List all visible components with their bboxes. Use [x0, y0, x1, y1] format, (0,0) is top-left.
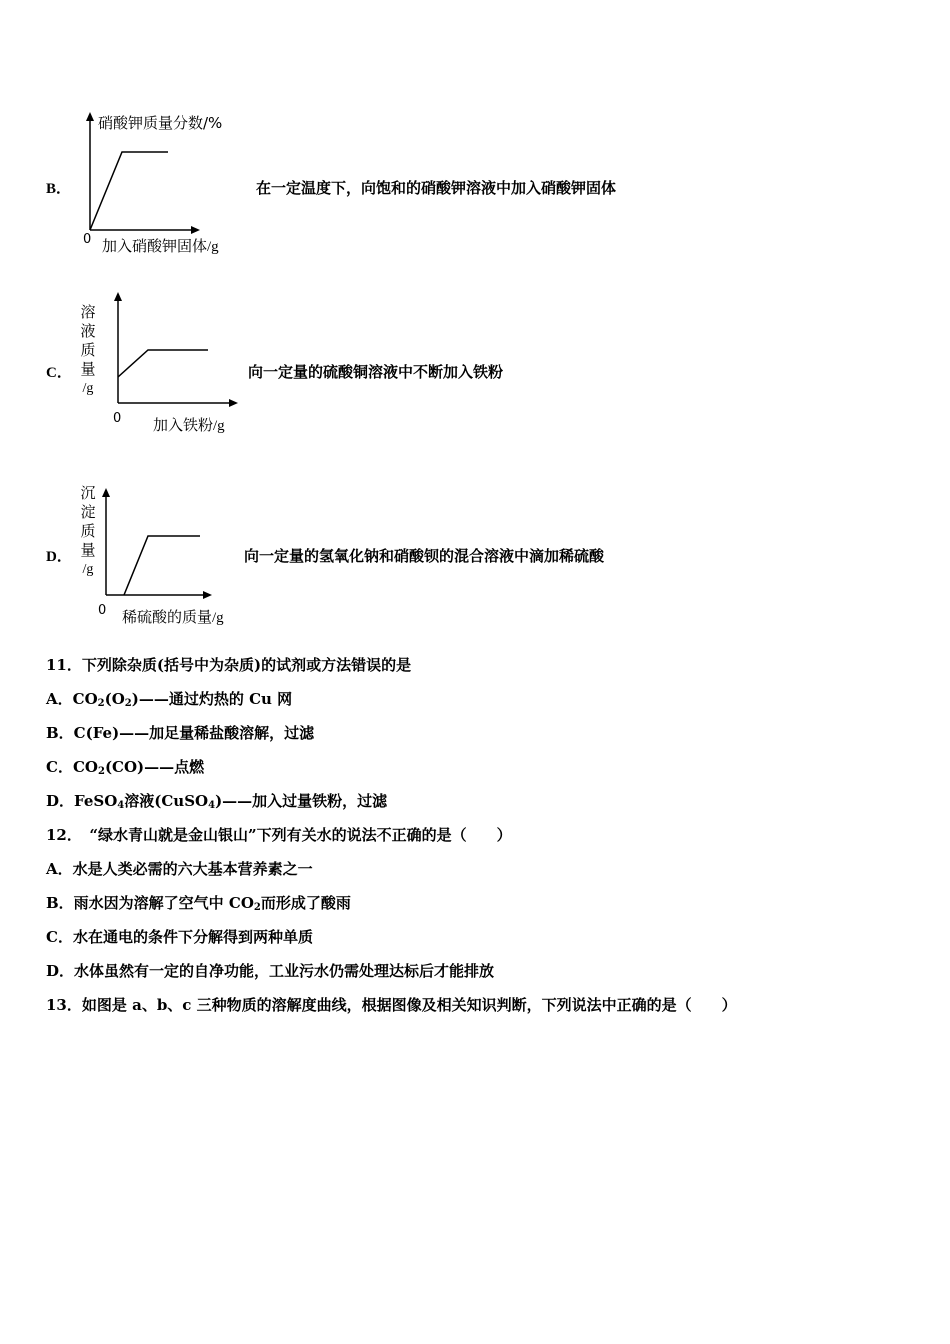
graph-b-origin: 0 [83, 232, 92, 247]
q12-option-a: A．水是人类必需的六大基本营养素之一 [46, 860, 313, 878]
graph-d-x-arrow [203, 591, 212, 599]
q11-option-b: B．C(Fe)——加足量稀盐酸溶解，过滤 [46, 724, 315, 742]
graph-c-x-arrow [229, 399, 238, 407]
graph-d [96, 486, 216, 601]
graph-d-curve [124, 536, 200, 595]
graph-c-origin: 0 [113, 411, 122, 426]
graph-b-x-arrow [191, 226, 200, 234]
option-c-label: C． [46, 365, 72, 381]
q12-option-c: C．水在通电的条件下分解得到两种单质 [46, 928, 313, 946]
graph-b-description: 在一定温度下，向饱和的硝酸钾溶液中加入硝酸钾固体 [256, 179, 617, 197]
q12-option-b: B．雨水因为溶解了空气中 $CO_2$而形成了酸雨 [46, 894, 351, 913]
graph-c [108, 291, 238, 411]
option-b-label: B． [46, 181, 72, 197]
q11-stem: 11．下列除杂质(括号中为杂质)的试剂或方法错误的是 [46, 656, 412, 674]
graph-b-y-arrow [86, 112, 94, 121]
graph-d-description: 向一定量的氢氧化钠和硝酸钡的混合溶液中滴加稀硫酸 [244, 547, 605, 565]
q11-option-c: C．$CO_2(CO)——$点燃 [46, 758, 205, 777]
graph-b-curve [90, 152, 168, 230]
graph-d-origin: 0 [98, 603, 107, 618]
graph-d-y-label: 沉 淀 质 量 /g [80, 484, 96, 577]
graph-d-svg [96, 486, 216, 601]
graph-c-svg [108, 291, 238, 411]
q11-option-d: D．FeSO$_4$溶液(CuSO$_4$)——加入过量铁粉，过滤 [46, 792, 388, 811]
graph-c-y-arrow [114, 292, 122, 301]
q12-stem: 12． “绿水青山就是金山银山”下列有关水的说法不正确的是（ ） [46, 826, 512, 844]
option-d-label: D． [46, 549, 72, 565]
q11-option-a: A．$CO_2(O_2)——$通过灼热的 Cu 网 [46, 690, 293, 709]
graph-d-x-label: 稀硫酸的质量/g [122, 608, 224, 626]
graph-c-x-label: 加入铁粉/g [153, 416, 225, 434]
graph-c-description: 向一定量的硫酸铜溶液中不断加入铁粉 [248, 363, 504, 381]
q13-stem: 13．如图是 a、b、c 三种物质的溶解度曲线，根据图像及相关知识判断，下列说法中正确的是（ ） [46, 996, 737, 1014]
graph-c-y-label: 溶 液 质 量 /g [80, 303, 96, 396]
q12-option-d: D．水体虽然有一定的自净功能，工业污水仍需处理达标后才能排放 [46, 962, 495, 980]
graph-b-x-label: 加入硝酸钾固体/g [102, 237, 219, 255]
graph-d-y-arrow [102, 488, 110, 497]
graph-b [80, 112, 250, 252]
graph-b-svg [80, 112, 250, 252]
graph-c-curve [118, 350, 208, 377]
graph-b-y-label: 硝酸钾质量分数/% [98, 114, 223, 132]
